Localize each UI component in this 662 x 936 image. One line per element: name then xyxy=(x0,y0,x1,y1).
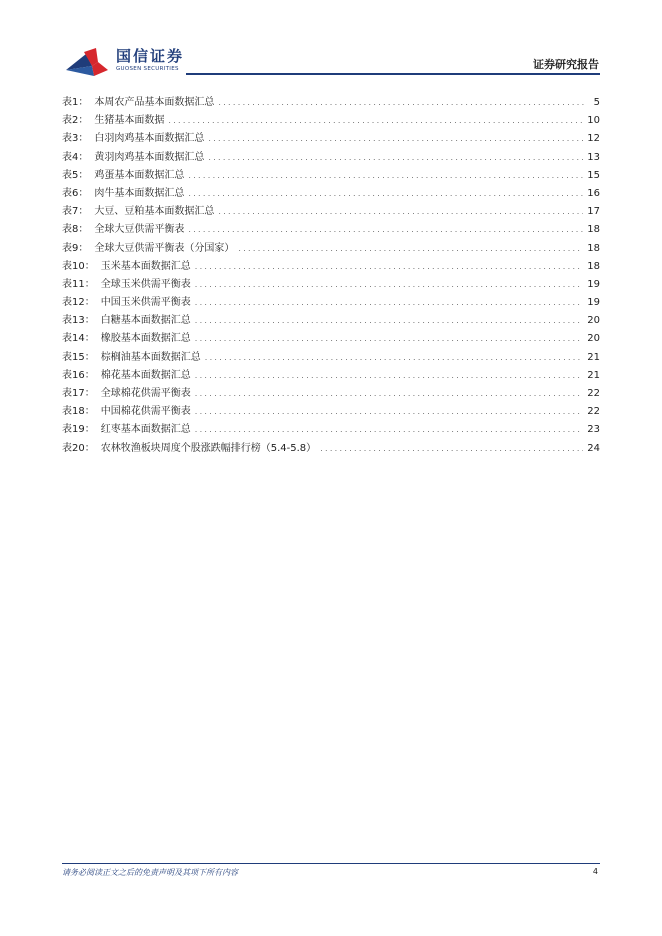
header-divider xyxy=(186,73,600,75)
toc-entry[interactable] xyxy=(62,405,600,423)
toc-entry-page: 15 xyxy=(587,169,600,181)
toc-entry[interactable] xyxy=(62,423,600,441)
toc-entry-label: 表7： xyxy=(62,206,89,218)
toc-entry[interactable] xyxy=(62,332,600,350)
toc-leader-dots xyxy=(195,387,584,401)
toc-entry-title: 全球大豆供需平衡表（分国家） xyxy=(94,242,235,254)
toc-entry-label: 表17： xyxy=(62,388,95,399)
table-of-tables xyxy=(62,96,600,460)
toc-entry[interactable] xyxy=(62,242,600,260)
toc-entry-label: 表12： xyxy=(62,297,95,309)
toc-entry-title: 玉米基本面数据汇总 xyxy=(100,260,191,272)
toc-leader-dots xyxy=(218,205,583,219)
toc-entry-page: 20 xyxy=(587,315,600,327)
toc-entry-page: 12 xyxy=(587,133,600,145)
toc-entry-page: 21 xyxy=(587,369,600,381)
toc-entry[interactable] xyxy=(62,187,600,205)
toc-entry[interactable] xyxy=(62,169,600,187)
toc-leader-dots xyxy=(205,351,584,365)
toc-entry[interactable] xyxy=(62,205,600,223)
toc-entry-title: 中国玉米供需平衡表 xyxy=(100,297,191,309)
toc-entry[interactable] xyxy=(62,96,600,114)
toc-leader-dots xyxy=(195,296,584,310)
toc-entry-label: 表10： xyxy=(62,260,95,272)
toc-entry-title: 全球玉米供需平衡表 xyxy=(100,278,191,290)
toc-entry-page: 24 xyxy=(587,442,600,454)
toc-leader-dots xyxy=(188,169,583,183)
toc-entry-label: 表11： xyxy=(62,278,95,290)
toc-entry-page: 16 xyxy=(587,187,600,199)
toc-entry-label: 表2： xyxy=(62,115,89,127)
toc-entry-title: 白糖基本面数据汇总 xyxy=(100,315,191,327)
toc-entry-label: 表14： xyxy=(62,333,95,345)
toc-entry-page: 23 xyxy=(587,424,600,436)
toc-entry-title: 本周农产品基本面数据汇总 xyxy=(94,97,215,108)
toc-leader-dots xyxy=(168,114,583,128)
toc-leader-dots xyxy=(208,132,583,146)
toc-leader-dots xyxy=(195,278,584,292)
toc-entry-page: 18 xyxy=(587,224,600,236)
toc-entry[interactable] xyxy=(62,151,600,169)
toc-entry-title: 全球大豆供需平衡表 xyxy=(94,224,185,236)
toc-entry-page: 5 xyxy=(593,97,600,108)
toc-entry[interactable] xyxy=(62,387,600,405)
toc-entry[interactable] xyxy=(62,369,600,387)
toc-entry-title: 全球棉花供需平衡表 xyxy=(100,388,191,399)
toc-leader-dots xyxy=(208,151,583,165)
page-number: 4 xyxy=(592,867,598,876)
toc-entry-title: 棉花基本面数据汇总 xyxy=(100,369,191,381)
toc-leader-dots xyxy=(195,405,584,419)
toc-entry-title: 中国棉花供需平衡表 xyxy=(100,406,191,418)
toc-leader-dots xyxy=(238,242,583,256)
brand-name xyxy=(116,48,184,73)
toc-entry-title: 橡胶基本面数据汇总 xyxy=(100,333,191,345)
toc-leader-dots xyxy=(188,223,583,237)
toc-entry-label: 表6： xyxy=(62,187,89,199)
toc-entry[interactable] xyxy=(62,314,600,332)
toc-leader-dots xyxy=(320,442,583,456)
toc-entry[interactable] xyxy=(62,351,600,369)
toc-entry-page: 18 xyxy=(587,260,600,272)
toc-entry-label: 表8： xyxy=(62,224,89,236)
toc-entry-label: 表15： xyxy=(62,351,95,363)
toc-entry-title: 红枣基本面数据汇总 xyxy=(100,424,191,436)
toc-entry-label: 表18： xyxy=(62,406,95,418)
toc-entry-page: 19 xyxy=(587,297,600,309)
toc-leader-dots xyxy=(188,187,583,201)
toc-entry-title: 白羽肉鸡基本面数据汇总 xyxy=(94,133,205,145)
guosen-logo-icon xyxy=(64,46,112,78)
toc-entry-title: 肉牛基本面数据汇总 xyxy=(94,187,185,199)
brand-name-cn: 国信证券 xyxy=(116,47,185,65)
brand-name-en: GUOSEN SECURITIES xyxy=(116,66,179,72)
toc-entry-page: 20 xyxy=(587,333,600,345)
toc-entry[interactable] xyxy=(62,132,600,150)
toc-entry-label: 表16： xyxy=(62,369,95,381)
toc-entry-label: 表13： xyxy=(62,315,95,327)
toc-leader-dots xyxy=(195,332,584,346)
toc-entry-label: 表3： xyxy=(62,133,89,145)
disclaimer-note: 请务必阅读正文之后的免责声明及其项下所有内容 xyxy=(62,868,238,877)
toc-entry[interactable] xyxy=(62,223,600,241)
toc-entry-title: 农林牧渔板块周度个股涨跌幅排行榜（5.4-5.8） xyxy=(100,442,317,454)
toc-entry[interactable] xyxy=(62,442,600,460)
toc-leader-dots xyxy=(218,96,586,110)
toc-leader-dots xyxy=(195,314,584,328)
toc-entry-page: 21 xyxy=(587,351,600,363)
toc-entry-page: 19 xyxy=(587,278,600,290)
toc-leader-dots xyxy=(195,260,584,274)
page-header xyxy=(0,0,662,80)
toc-entry-page: 22 xyxy=(587,388,600,399)
footer-divider xyxy=(62,863,600,864)
toc-entry-label: 表5： xyxy=(62,169,89,181)
toc-leader-dots xyxy=(195,369,584,383)
toc-entry-label: 表20： xyxy=(62,442,95,454)
toc-entry-label: 表9： xyxy=(62,242,89,254)
toc-entry-page: 13 xyxy=(587,151,600,163)
toc-leader-dots xyxy=(195,423,584,437)
toc-entry[interactable] xyxy=(62,296,600,314)
toc-entry-label: 表19： xyxy=(62,424,95,436)
toc-entry-page: 17 xyxy=(587,206,600,218)
toc-entry-title: 黄羽肉鸡基本面数据汇总 xyxy=(94,151,205,163)
toc-entry-page: 10 xyxy=(587,115,600,127)
toc-entry-label: 表1： xyxy=(62,97,89,108)
toc-entry-page: 18 xyxy=(587,242,600,254)
toc-entry[interactable] xyxy=(62,278,600,296)
toc-entry-label: 表4： xyxy=(62,151,89,163)
toc-entry[interactable] xyxy=(62,260,600,278)
toc-entry-title: 鸡蛋基本面数据汇总 xyxy=(94,169,185,181)
toc-entry-title: 棕榈油基本面数据汇总 xyxy=(100,351,201,363)
toc-entry-title: 生猪基本面数据 xyxy=(94,115,165,127)
toc-entry-page: 22 xyxy=(587,406,600,418)
report-type: 证券研究报告 xyxy=(533,58,599,71)
toc-entry[interactable] xyxy=(62,114,600,132)
toc-entry-title: 大豆、豆粕基本面数据汇总 xyxy=(94,206,215,218)
